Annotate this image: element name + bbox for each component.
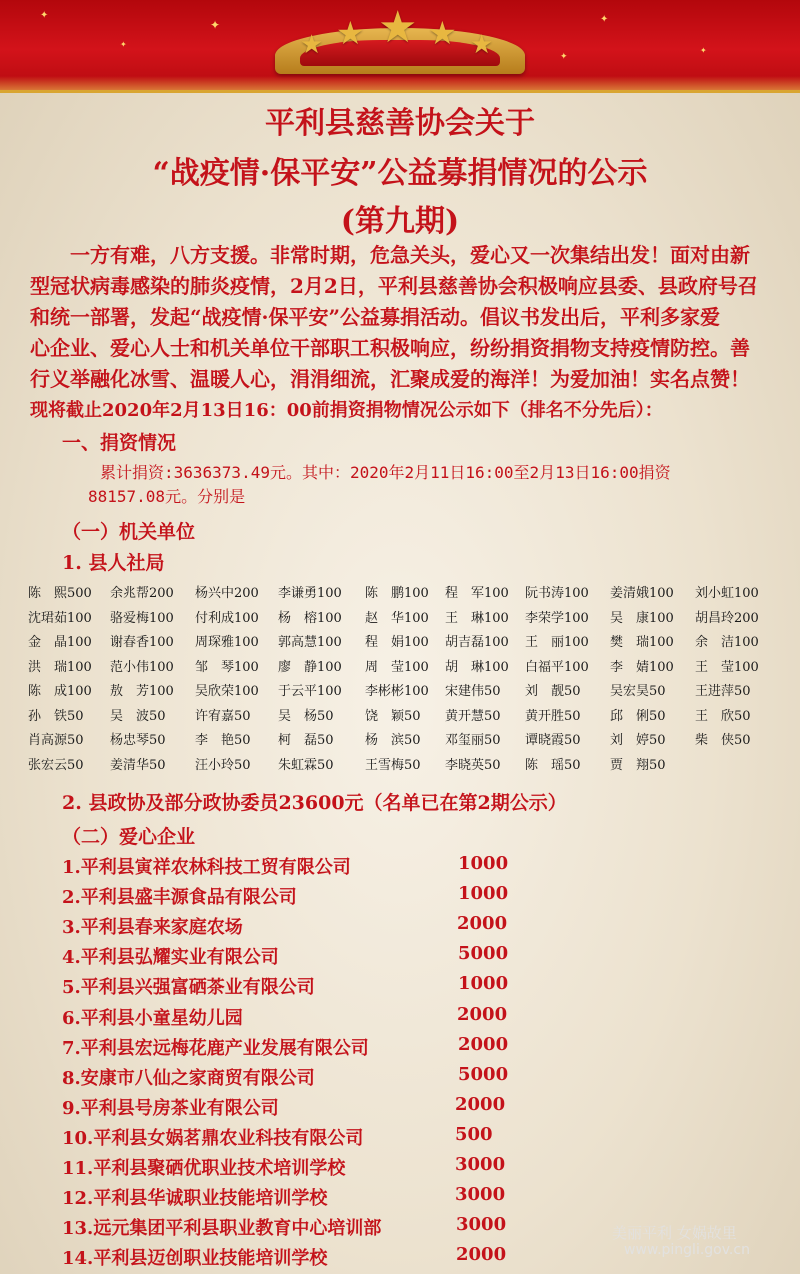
donor-name-entry: 余 洁100 — [695, 635, 759, 650]
company-name: 8.安康市八仙之家商贸有限公司 — [62, 1067, 315, 1089]
donor-name-entry: 吴 波50 — [110, 708, 166, 724]
donor-name-entry: 吴 杨50 — [278, 708, 334, 724]
donor-name-entry: 刘 婷50 — [610, 733, 666, 748]
donor-name-entry: 胡 琳100 — [445, 659, 509, 675]
company-donation-amount: 500 — [455, 1123, 493, 1145]
donor-name-entry: 白福平100 — [525, 659, 589, 675]
donor-name-entry: 肖高源50 — [28, 733, 84, 748]
donor-name-entry: 付利成100 — [195, 610, 259, 626]
company-donation-amount: 5000 — [458, 1063, 509, 1085]
company-name: 9.平利县号房茶业有限公司 — [62, 1097, 279, 1119]
donor-name-entry: 沈珺茹100 — [28, 610, 92, 626]
donor-name-entry: 敖 芳100 — [110, 684, 174, 699]
intro-line: 行义举融化冰雪、温暖人心，涓涓细流，汇聚成爱的海洋！为爱加油！实名点赞！ — [30, 367, 750, 391]
donor-name-entry: 邓玺丽50 — [445, 733, 501, 748]
donor-name-entry: 王雪梅50 — [365, 757, 421, 773]
donor-name-entry: 胡吉磊100 — [445, 635, 509, 650]
donor-name-entry: 樊 瑞100 — [610, 635, 674, 650]
donor-name-entry: 赵 华100 — [365, 610, 429, 626]
donor-name-entry: 刘小虹100 — [695, 586, 759, 601]
donor-name-entry: 洪 瑞100 — [28, 659, 92, 675]
star-icon: ★ — [336, 14, 365, 52]
donor-name-entry: 黄开胜50 — [525, 708, 581, 724]
donor-name-entry: 王 丽100 — [525, 635, 589, 650]
summary-line: 累计捐资:3636373.49元。其中：2020年2月11日16:00至2月13日16:00捐资 — [100, 463, 671, 482]
intro-line: 心企业、爱心人士和机关单位干部职工积极响应，纷纷捐资捐物支持疫情防控。善 — [30, 336, 750, 360]
intro-line: 一方有难，八方支援。非常时期，危急关头，爱心又一次集结出发！面对由新 — [70, 243, 750, 267]
donor-name-entry: 刘 靓50 — [525, 684, 581, 699]
donor-name-entry: 邹 琴100 — [195, 659, 259, 675]
donor-name-entry: 程 军100 — [445, 586, 509, 601]
company-donation-amount: 3000 — [456, 1214, 507, 1236]
intro-line: 现将截止2020年2月13日16：00前捐资捐物情况公示如下（排名不分先后）： — [30, 400, 663, 421]
donor-name-entry: 陈 鹏100 — [365, 586, 429, 601]
sparkle-icon: ✦ — [700, 46, 707, 55]
donor-name-entry: 范小伟100 — [110, 659, 174, 675]
sparkle-icon: ✦ — [120, 40, 127, 49]
donor-name-entry: 李晓英50 — [445, 757, 501, 773]
company-name: 14.平利县迈创职业技能培训学校 — [62, 1248, 328, 1270]
title-line-2: “战疫情·保平安”公益募捐情况的公示 — [152, 156, 648, 191]
donor-name-entry: 朱虹霖50 — [278, 757, 334, 773]
company-name: 6.平利县小童星幼儿园 — [62, 1007, 243, 1029]
intro-line: 型冠状病毒感染的肺炎疫情，2月2日，平利县慈善协会积极响应县委、县政府号召 — [30, 274, 758, 298]
donor-name-entry: 余兆帮200 — [110, 586, 174, 601]
donor-name-entry: 阮书涛100 — [525, 586, 589, 601]
company-donation-amount: 2000 — [457, 1003, 508, 1025]
sparkle-icon: ✦ — [40, 10, 49, 21]
donor-name-entry: 姜清华50 — [110, 757, 166, 773]
donor-name-entry: 胡昌玲200 — [695, 610, 759, 626]
title-line-1: 平利县慈善协会关于 — [265, 106, 535, 141]
title-line-3: (第九期) — [340, 204, 460, 239]
company-donation-amount: 2000 — [458, 1033, 509, 1055]
company-name: 11.平利县聚硒优职业技术培训学校 — [62, 1158, 346, 1179]
donor-name-entry: 黄开慧50 — [445, 708, 501, 724]
donor-name-entry: 李 艳50 — [195, 733, 251, 748]
company-name: 7.平利县宏远梅花鹿产业发展有限公司 — [62, 1037, 369, 1059]
donor-name-entry: 王 琳100 — [445, 610, 509, 626]
watermark-url: www.pingli.gov.cn — [624, 1242, 750, 1258]
donor-name-entry: 杨 榕100 — [278, 610, 342, 626]
star-icon: ★ — [378, 2, 418, 53]
company-name: 13.远元集团平利县职业教育中心培训部 — [62, 1218, 382, 1240]
company-name: 5.平利县兴强富硒茶业有限公司 — [62, 977, 315, 999]
donor-name-entry: 李荣学100 — [525, 610, 589, 626]
donor-name-entry: 姜清娥100 — [610, 586, 674, 601]
donor-name-entry: 金 晶100 — [28, 635, 92, 650]
donor-name-entry: 柴 侠50 — [695, 733, 751, 748]
donor-name-entry: 邱 俐50 — [610, 708, 666, 724]
donor-name-entry: 柯 磊50 — [278, 733, 334, 748]
section-heading-donations: 一、捐资情况 — [62, 432, 177, 454]
company-donation-amount: 1000 — [458, 853, 509, 874]
company-donation-amount: 1000 — [458, 883, 509, 905]
donor-name-entry: 贾 翔50 — [610, 757, 666, 773]
donor-name-entry: 吴欣荣100 — [195, 684, 259, 699]
sparkle-icon: ✦ — [560, 52, 568, 62]
donor-name-entry: 李谦勇100 — [278, 586, 342, 601]
company-donation-amount: 5000 — [458, 943, 509, 965]
company-name: 12.平利县华诚职业技能培训学校 — [62, 1188, 328, 1210]
company-name: 2.平利县盛丰源食品有限公司 — [62, 887, 297, 909]
company-donation-amount: 2000 — [457, 913, 508, 935]
subsection-heading-companies: （二）爱心企业 — [62, 826, 196, 848]
donor-name-entry: 吴宏昊50 — [610, 684, 666, 699]
sparkle-icon: ✦ — [210, 18, 221, 32]
org-unit-heading: 1. 县人社局 — [62, 552, 165, 574]
company-donation-amount: 3000 — [455, 1154, 506, 1175]
donor-name-entry: 王 欣50 — [695, 708, 751, 724]
donor-name-entry: 郭高慧100 — [278, 635, 342, 650]
sparkle-icon: ✦ — [600, 14, 609, 25]
summary-line: 88157.08元。分别是 — [88, 487, 246, 506]
donor-name-entry: 于云平100 — [278, 684, 342, 699]
donor-name-entry: 谭晓霞50 — [525, 733, 581, 748]
donor-name-entry: 杨兴中200 — [195, 586, 259, 601]
donor-name-entry: 吴 康100 — [610, 610, 674, 626]
donor-name-entry: 程 娟100 — [365, 635, 429, 650]
company-name: 10.平利县女娲茗鼎农业科技有限公司 — [62, 1127, 364, 1149]
company-name: 4.平利县弘耀实业有限公司 — [62, 947, 279, 969]
donor-name-entry: 许宥嘉50 — [195, 708, 251, 724]
cppcc-note: 2. 县政协及部分政协委员23600元（名单已在第2期公示） — [62, 792, 567, 814]
donor-name-entry: 宋建伟50 — [445, 684, 501, 699]
donor-name-entry: 陈 瑶50 — [525, 757, 581, 773]
donor-name-entry: 王进萍50 — [695, 684, 751, 699]
donor-name-entry: 李彬彬100 — [365, 684, 429, 699]
donor-name-entry: 陈 成100 — [28, 684, 92, 699]
donor-name-entry: 周琛雅100 — [195, 635, 259, 650]
company-donation-amount: 3000 — [455, 1184, 506, 1206]
donor-name-entry: 王 莹100 — [695, 659, 759, 675]
watermark-slogan: 美丽平利 女娲故里 — [612, 1224, 737, 1242]
company-donation-amount: 1000 — [458, 973, 509, 995]
intro-line: 和统一部署，发起“战疫情·保平安”公益募捐活动。倡议书发出后，平利多家爱 — [30, 305, 720, 329]
donor-name-entry: 陈 熙500 — [28, 586, 92, 601]
donor-name-entry: 廖 静100 — [278, 659, 342, 675]
star-icon: ★ — [470, 30, 494, 60]
donor-name-entry: 孙 铁50 — [28, 708, 84, 724]
donor-name-entry: 杨忠琴50 — [110, 733, 166, 748]
donor-name-entry: 汪小玲50 — [195, 757, 251, 773]
subsection-heading-org: （一）机关单位 — [62, 521, 196, 543]
donor-name-entry: 周 莹100 — [365, 659, 429, 675]
donor-name-entry: 杨 滨50 — [365, 733, 421, 748]
star-icon: ★ — [428, 14, 457, 52]
company-name: 1.平利县寅祥农林科技工贸有限公司 — [62, 857, 351, 878]
intro-paragraph — [30, 240, 778, 426]
donor-name-entry: 张宏云50 — [28, 757, 84, 773]
star-icon: ★ — [300, 30, 324, 60]
donor-name-entry: 骆爱梅100 — [110, 610, 174, 626]
company-donation-amount: 2000 — [455, 1093, 506, 1115]
donor-name-entry: 李 婧100 — [610, 659, 674, 675]
company-name: 3.平利县春来家庭农场 — [62, 917, 243, 939]
donor-name-entry: 谢春香100 — [110, 635, 174, 650]
donor-name-entry: 饶 颖50 — [365, 708, 421, 724]
company-donation-amount: 2000 — [456, 1244, 507, 1266]
